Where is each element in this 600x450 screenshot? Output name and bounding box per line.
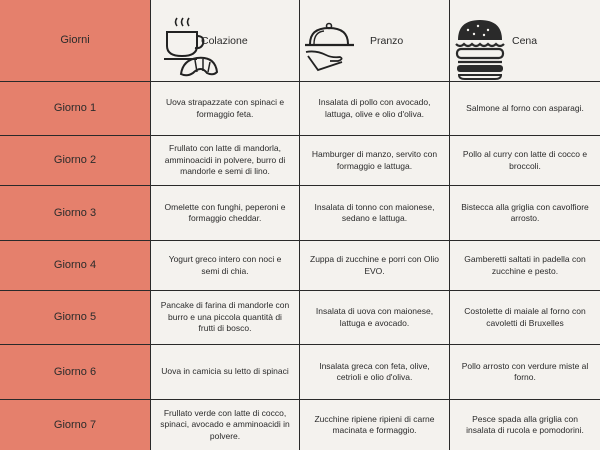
lunch-cell: Hamburger di manzo, servito con formaggio e lattuga. <box>300 136 450 186</box>
dinner-cell: Salmone al forno con asparagi. <box>450 82 600 136</box>
day-cell: Giorno 7 <box>0 400 151 450</box>
dinner-cell: Pollo arrosto con verdure miste al forno. <box>450 345 600 400</box>
breakfast-cell: Frullato verde con latte di cocco, spinaci, avocado e amminoacidi in polvere. <box>151 400 300 450</box>
header-breakfast <box>151 0 300 82</box>
lunch-cell: Zucchine ripiene ripieni di carne macinata e formaggio. <box>300 400 450 450</box>
header-days-label: Giorni <box>60 34 90 47</box>
day-cell: Giorno 3 <box>0 186 151 241</box>
header-dinner <box>450 0 600 82</box>
breakfast-cell: Uova in camicia su letto di spinaci <box>151 345 300 400</box>
dinner-cell: Pollo al curry con latte di cocco e broccoli. <box>450 136 600 186</box>
dinner-cell: Pesce spada alla griglia con insalata di rucola e pomodorini. <box>450 400 600 450</box>
header-lunch <box>300 0 450 82</box>
day-cell: Giorno 5 <box>0 291 151 345</box>
lunch-cell: Insalata greca con feta, olive, cetrioli e olio d'oliva. <box>300 345 450 400</box>
day-cell: Giorno 2 <box>0 136 151 186</box>
dinner-cell: Bistecca alla griglia con cavolfiore arrosto. <box>450 186 600 241</box>
dinner-cell: Gamberetti saltati in padella con zucchine e pesto. <box>450 241 600 291</box>
breakfast-cell: Frullato con latte di mandorla, amminoacidi in polvere, burro di mandorle e semi di lino. <box>151 136 300 186</box>
day-cell: Giorno 6 <box>0 345 151 400</box>
breakfast-cell: Yogurt greco intero con noci e semi di chia. <box>151 241 300 291</box>
breakfast-cell: Uova strapazzate con spinaci e formaggio feta. <box>151 82 300 136</box>
header-breakfast-label: Colazione <box>201 35 248 47</box>
lunch-cell: Insalata di uova con maionese, lattuga e avocado. <box>300 291 450 345</box>
header-days <box>0 0 151 82</box>
burger-icon <box>454 18 506 80</box>
dinner-cell: Costolette di maiale al forno con cavoletti di Bruxelles <box>450 291 600 345</box>
breakfast-cell: Pancake di farina di mandorle con burro e una piccola quantità di frutti di bosco. <box>151 291 300 345</box>
header-lunch-label: Pranzo <box>370 35 404 47</box>
lunch-cell: Insalata di tonno con maionese, sedano e lattuga. <box>300 186 450 241</box>
lunch-cell: Insalata di pollo con avocado, lattuga, olive e olio d'oliva. <box>300 82 450 136</box>
breakfast-cell: Omelette con funghi, peperoni e formaggio cheddar. <box>151 186 300 241</box>
day-cell: Giorno 1 <box>0 82 151 136</box>
header-dinner-label: Cena <box>512 35 538 47</box>
lunch-cell: Zuppa di zucchine e porri con Olio EVO. <box>300 241 450 291</box>
day-cell: Giorno 4 <box>0 241 151 291</box>
cloche-serving-icon <box>302 22 362 78</box>
